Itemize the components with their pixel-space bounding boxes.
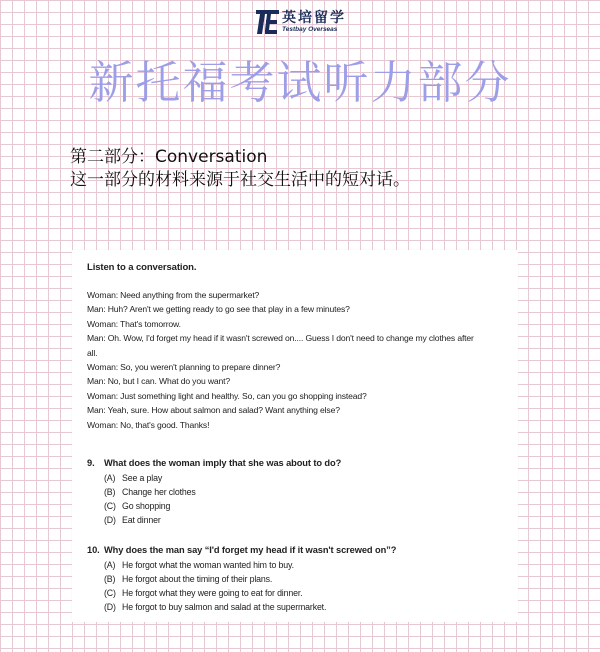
dialogue-line: Man: Huh? Aren't we getting ready to go see that play in a few minutes?: [87, 304, 350, 315]
logo-cn-text: 英培留学: [282, 9, 346, 26]
option-b[interactable]: (B) Change her clothes: [104, 487, 196, 498]
dialogue-line: Man: No, but I can. What do you want?: [87, 376, 231, 387]
question-text: Why does the man say “I'd forget my head if it wasn't screwed on”?: [104, 545, 397, 556]
brand-logo: [256, 8, 346, 36]
dialogue-line: all.: [87, 347, 98, 358]
option-d[interactable]: (D) Eat dinner: [104, 515, 161, 526]
option-d[interactable]: (D) He forgot to buy salmon and salad at the supermarket.: [104, 602, 327, 613]
option-c[interactable]: (C) He forgot what they were going to eat for dinner.: [104, 588, 303, 599]
question-number: 10.: [87, 545, 100, 556]
dialogue: [87, 288, 512, 432]
question-text: What does the woman imply that she was about to do?: [104, 458, 342, 469]
dialogue-line: Woman: Need anything from the supermarket?: [87, 290, 260, 300]
page-title: 新托福考试听力部分: [88, 56, 512, 109]
question-10-options: [87, 558, 512, 614]
logo-en-text: Testbay Overseas: [282, 25, 338, 33]
dialogue-line: Woman: No, that's good. Thanks!: [87, 419, 210, 430]
option-b[interactable]: (B) He forgot about the timing of their plans.: [104, 574, 273, 585]
section-description: 这一部分的材料来源于社交生活中的短对话。: [70, 170, 410, 190]
dialogue-line: Woman: Just something light and healthy. So, can you go shopping instead?: [87, 390, 367, 401]
option-a[interactable]: (A) See a play: [104, 473, 163, 484]
section-name: 第二部分：Conversation: [70, 147, 268, 167]
section-intro: [70, 146, 410, 192]
dialogue-line: Man: Yeah, sure. How about salmon and salad? Want anything else?: [87, 405, 340, 416]
option-c[interactable]: (C) Go shopping: [104, 501, 171, 512]
exercise-card: [72, 250, 518, 622]
dialogue-line: Woman: So, you weren't planning to prepare dinner?: [87, 362, 281, 373]
question-9-options: [87, 471, 512, 527]
dialogue-line: Woman: That's tomorrow.: [87, 318, 181, 329]
dialogue-line: Man: Oh. Wow, I'd forget my head if it wasn't screwed on.... Guess I don't need to change my clothes after: [87, 333, 474, 344]
question-10: [87, 543, 512, 557]
option-a[interactable]: (A) He forgot what the woman wanted him to buy.: [104, 560, 294, 571]
exercise-heading: Listen to a conversation.: [87, 262, 197, 273]
logo-mark-icon: [256, 8, 278, 36]
question-9: [87, 456, 512, 470]
question-number: 9.: [87, 458, 95, 469]
